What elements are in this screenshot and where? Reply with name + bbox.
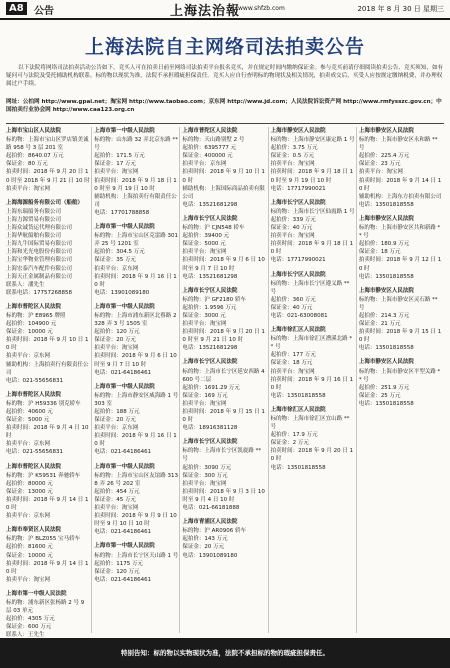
notice-line: 电话：17717990021 [270,185,326,192]
notice-line: 电话：021-66181888 [182,505,240,512]
notice-line: 标的物：沪 K59531 奔驰轿车 [6,472,81,479]
notice-line: 保证金：21 万元 [358,321,401,328]
notice-line: 电话：13521681298 [182,201,238,208]
newspaper-url: www.shfzb.com [238,5,285,12]
notice-line: 拍卖时间：2018 年 9 月 6 日 10 时至 9 月 7 日 10 时 [94,353,177,368]
auction-notice [182,358,266,432]
notice-line: 电话：13501818558 [358,400,414,407]
notice-line: 拍卖时间：2018 年 9 月 6 日 10 时至 9 月 7 日 10 时 [182,257,265,272]
notice-court-name: 上海市长宁区人民法院 [270,271,326,278]
notice-line: 拍卖时间：2018 年 9 月 12 日 10 时 [358,257,442,272]
notice-line: 起拍价：1175 万元 [94,560,143,567]
notice-line: 保证金：40 万元 [270,304,313,311]
notice-line: 电话：13501818558 [270,464,326,471]
notice-line: 辅助机构：上海国际商品拍卖有限公司 [182,185,265,200]
notice-line: 标的物：上海市长宁区遵义路 ** 号 [270,280,350,295]
notice-line: 拍卖时间：2018 年 9 月 3 日 10 时至 9 月 4 日 10 时 [182,488,265,503]
notice-line: 标的物：上海市长宁区天山路 1 号 [94,552,179,559]
notice-line: 标的物：浦东新区张杨路 2 号 9 层 03 单元 [6,599,85,615]
notice-line: 起拍价：180.9 万元 [358,241,410,248]
notice-line: 标的物：上海市浦东新区北蔡路 2328 弄 3 号 1505 室 [94,312,177,328]
notice-line: 电话：13521681298 [182,345,238,352]
notice-court-name: 上海市长宁区人民法院 [182,359,238,366]
auction-notice [6,391,90,457]
notice-column [94,127,180,633]
auction-notice [6,526,90,584]
notice-line: 标的物：上海市徐汇区漕溪北路 ** 号 [270,336,353,351]
notice-line: 电话：13501818558 [358,273,414,280]
notice-line: 联系人：王先生 [6,632,45,639]
notice-line: 标的物：山东路 32 弄北京东路 ** 号 [94,137,178,152]
notice-line: 标的物：上海市静安区平型关路 ** 号 [358,368,441,383]
issue-date: 2018 年 8 月 30 日 星期三 [357,5,444,13]
notice-line: 保证金：20 万元 [94,417,136,424]
notice-line: 上海众诚货运代理有限公司 [6,225,73,232]
notice-line: 保证金：600 万元 [6,624,52,631]
notice-court-name: 上海市普陀区人民法院 [182,128,238,134]
notice-line: 电话：021-63008081 [270,312,328,319]
notice-line: 拍卖平台：京东网 [182,161,227,168]
auction-notice [271,326,355,400]
notice-line: 电话：13501818558 [358,345,414,352]
notice-line: 拍卖时间：2018 年 9 月 20 日 10 时至 9 月 21 日 10 时 [182,329,265,344]
notice-line: 保证金：17 万元 [94,161,136,168]
auction-notice [94,303,178,377]
auction-notice [94,223,178,297]
notice-court-name: 上海市普陀区人民法院 [6,303,62,310]
notice-line: 电话：021-64186461 [94,369,152,376]
auction-notice [94,463,178,537]
notice-column [6,127,92,639]
notice-line: 起拍价：177 万元 [270,352,316,359]
auction-notice [359,215,443,281]
auction-notice [271,271,355,321]
notice-line: 标的物：上海市静安区威海路 1 号 303 室 [94,392,179,407]
notice-column [182,127,268,633]
notice-court-name: 上海市静安区人民法院 [358,287,414,294]
notice-line: 起拍价：80000 元 [6,480,53,487]
notice-line: 拍卖平台：淘宝网 [6,576,51,583]
notice-line: 电话：021-64186461 [94,449,152,456]
notice-line: 起拍价：225.4 万元 [358,153,410,160]
notice-court-name: 上海市长宁区人民法院 [182,287,238,294]
notice-court-name: 上海市第一中级人民法院 [94,383,155,390]
notice-court-name: 上海市第一中级人民法院 [6,590,67,597]
notice-court-name: 上海市普陀区人民法院 [6,463,62,470]
auction-notice [271,199,355,265]
notice-line: 保证金：5000 元 [6,417,50,424]
auction-notice [6,303,90,385]
notice-line: 起拍价：251.9 万元 [358,384,410,391]
notice-column [271,127,357,633]
notice-line: 起拍价：454 万元 [94,488,140,495]
page-title: 上海法院自主网络司法拍卖公告 [84,36,365,58]
notice-line: 电话：13501818558 [358,201,414,208]
notice-line: 保证金：400000 元 [182,153,233,160]
notice-line: 起拍价：1.9596 万元 [182,304,237,311]
page-number-badge: A8 [6,2,27,15]
notice-line: 拍卖时间：2018 年 9 月 9 日 10 时至 9 月 10 日 10 时 [94,513,177,528]
auction-notice [182,215,266,281]
notice-line: 标的物：上海市长宁区延安西路 4600 号二层 [182,368,265,383]
notice-line: 拍卖平台：淘宝网 [358,169,403,176]
notice-line: 保证金：300 万元 [182,472,228,479]
notice-court-name: 上海海源船务有限公司（船舶） [6,199,84,206]
notice-line: 起拍价：81600 元 [6,544,53,551]
notice-court-name: 上海市第一中级人民法院 [94,224,155,231]
notice-line: 起拍价：8640.07 万元 [6,153,64,160]
notice-line: 拍卖平台：淘宝网 [270,233,315,240]
notice-court-name: 上海市第一中级人民法院 [94,128,155,134]
notice-line: 拍卖时间：2018 年 9 月 4 日 10 时 [6,425,89,440]
notice-line: 拍卖平台：淘宝网 [94,505,139,512]
footer-notice: 特别告知：标的物以实物现状为准，法院不承担标的物的瑕疵担保责任。 [0,638,450,668]
notice-line: 保证金：45 万元 [94,496,136,503]
notice-line: 电话：13901089180 [94,289,150,296]
notice-line: 标的物：上海市静安区永和路 ** 号 [358,137,438,152]
notice-line: 标的物：上海市宝山区克雷路 301 弄 25 号 1201 室 [94,233,178,248]
notice-line: 保证金：25 万元 [358,392,401,399]
notice-court-name: 上海市长宁区人民法院 [270,199,326,206]
notice-line: 起拍价：39400 元 [182,233,230,240]
notice-line: 起拍价：3.75 万元 [270,145,318,152]
notice-line: 保证金：18 万元 [358,249,401,256]
notice-line: 标的物：上海市长宁区仙霞路 1 号 [270,208,355,215]
notice-line: 起拍价：214.3 万元 [358,312,410,319]
notice-line: 标的物：上海市静安区康定路 1 号 [270,137,355,144]
notice-line: 电话：18916381128 [182,425,238,432]
notice-line: 标的物：上海市静安区共和新路 ** 号 [358,225,441,240]
notice-line: 拍卖时间：2018 年 9 月 18 日 10 时 [270,241,354,256]
notice-line: 电话：13501818558 [270,392,326,399]
notice-line: 电话：17717990021 [270,257,326,264]
notice-line: 电话：17701788858 [94,209,150,216]
auction-notice [6,463,90,521]
notice-line: 拍卖平台：淘宝网 [182,480,227,487]
notice-line: 保证金：169 万元 [182,392,228,399]
notice-court-name: 上海市第一中级人民法院 [94,543,155,550]
notice-court-name: 上海市宝山区人民法院 [6,128,62,134]
notice-line: 联系人：潘先生 [6,281,45,288]
auction-notice [359,358,443,408]
notice-line: 上海天正金属制品有限公司 [6,273,73,280]
notice-line: 保证金：5000 元 [182,241,226,248]
notice-line: 起拍价：360 万元 [270,296,316,303]
notice-line: 拍卖平台：京东网 [94,265,139,272]
notice-line: 拍卖平台：淘宝网 [94,345,139,352]
notice-line: 起拍价：120 万元 [94,329,140,336]
notice-line: 保证金：18 万元 [270,360,313,367]
notice-line: 起拍价：17.9 万元 [270,432,318,439]
notice-line: 联系电话：17757268858 [6,289,72,296]
notice-court-name: 上海市普陀区人民法院 [6,391,62,398]
notice-line: 保证金：3000 元 [182,312,226,319]
newspaper-logo: 上海法治報 [170,4,241,19]
notice-line: 拍卖平台：淘宝网 [182,400,227,407]
notice-line: 拍卖平台：京东网 [6,441,51,448]
notice-line: 拍卖时间：2018 年 9 月 18 日 10 时至 9 月 19 日 10 时 [270,169,354,184]
intro-paragraph: 以下法院将网络司法拍卖活动公告如下，竞买人可在拍卖日前至网络司法拍卖平台报名竞买，并在规定时间内缴纳保证金。参与竞买前请仔细阅读拍卖公告、竞买须知，如有疑问可与法院及受托辅助机构联系。标的物以现状为准，法院不承担瑕疵担保责任。竞买人应自行查明标的物现状及相关情况，拍卖成交后，买受人应按规定缴纳税费，并办理权属过户手续。 [6,65,444,87]
auction-notice [359,287,443,353]
notice-court-name: 上海市静安区人民法院 [270,128,326,134]
notice-line: 上海九牛国际贸易有限公司 [6,241,73,248]
auction-sites-list: 网址：公拍网 http://www.gpai.net；淘宝网 http://www.taobao.com；京东网 http://www.jd.com；人民法院诉讼资产网 http://www.rmfysszc.gov.cn；中国拍卖行业协会网 http://www.caa123.org.cn [6,99,442,113]
notice-line: 标的物：上海市宝山区罗店镇美诚路 958 号 3 层 201 室 [6,137,89,152]
notice-line: 上海东瑞船务有限公司 [6,208,62,215]
notice-column [359,127,444,633]
notice-line: 拍卖时间：2018 年 9 月 15 日 10 时 [358,329,442,344]
notice-line: 上海华航船舶有限公司 [6,233,62,240]
notice-line: 拍卖时间：2018 年 9 月 10 日 10 时 [182,169,265,184]
notice-line: 标的物：沪 CJN548 轿车 [182,225,245,232]
notice-line: 标的物：沪 GF2180 轿车 [182,296,246,303]
notice-line: 辅助机构：上海拍卖行有限责任公司 [6,361,89,376]
notice-line: 拍卖时间：2018 年 9 月 20 日 10 时 [270,448,354,463]
notice-line: 标的物：沪 E8965 牌照 [6,312,66,319]
notice-line: 拍卖时间：2018 年 9 月 16 日 10 时 [94,433,177,448]
notice-line: 电话：13521681298 [182,273,238,280]
notice-line: 保证金：35 万元 [94,257,136,264]
notice-line: 起拍价：4305 万元 [6,616,55,623]
notice-line: 拍卖时间：2018 年 9 月 15 日 10 时 [182,409,265,424]
notice-line: 拍卖时间：2018 年 9 月 10 日 10 时 [6,337,89,352]
notice-line: 拍卖平台：淘宝网 [270,161,315,168]
notice-court-name: 上海市长宁区人民法院 [182,215,238,222]
notice-court-name: 上海市奉贤区人民法院 [6,527,62,534]
notice-court-name: 上海市静安区人民法院 [358,359,414,366]
notice-line: 拍卖平台：京东网 [6,513,51,520]
notice-line: 起拍价：104900 元 [6,321,57,328]
notice-line: 起拍价：171.5 万元 [94,153,145,160]
notice-court-name: 上海市第一中级人民法院 [94,303,155,310]
notice-line: 拍卖时间：2018 年 9 月 16 日 10 时 [270,376,354,391]
auction-notice [94,542,178,583]
auction-notice [359,127,443,209]
notice-line: 电话：021-55656831 [6,377,63,384]
notice-court-name: 上海市静安区人民法院 [358,215,414,222]
notice-line: 拍卖时间：2018 年 9 月 20 日 10 时至 2018 年 9 月 21 日 10 时 [6,169,90,184]
notice-line: 拍卖平台：京东网 [94,425,139,432]
notice-line: 拍卖时间：2018 年 9 月 16 日 10 时 [94,273,177,288]
notice-line: 起拍价：3090 万元 [182,464,232,471]
notice-line: 标的物：上海市徐汇区宜山路 ** 号 [270,416,350,431]
notice-columns [6,127,444,639]
masthead [0,0,450,20]
auction-notice [271,406,355,472]
notice-line: 上海宏泰汽车配件有限公司 [6,265,73,272]
notice-line: 拍卖时间：2018 年 9 月 18 日 10 时至 9 月 19 日 10 时 [94,177,177,192]
notice-line: 起拍价：304.5 万元 [94,249,145,256]
notice-line: 保证金：0.5 万元 [270,153,315,160]
notice-line: 上海宝华物业管理有限公司 [6,257,73,264]
notice-line: 标的物：天山路别墅 2 号 [182,137,245,144]
notice-line: 起拍价：6395777 元 [182,145,237,152]
notice-line: 保证金：10000 元 [6,329,53,336]
notice-line: 保证金：20 万元 [94,337,136,344]
notice-line: 电话：021-64186461 [94,576,152,583]
notice-court-name: 上海市第一中级人民法院 [94,463,155,470]
notice-line: 保证金：120 万元 [94,568,140,575]
notice-line: 电话：13901089180 [182,552,238,559]
notice-line: 保证金：40 万元 [270,225,313,232]
notice-court-name: 上海市长宁区人民法院 [182,439,238,446]
notice-line: 电话：021-64186461 [94,529,152,536]
notice-line: 保证金：2 万元 [270,440,309,447]
notice-line: 起拍价：143 万元 [182,536,228,543]
notice-line: 保证金：13000 元 [6,488,53,495]
auction-notice [94,127,178,217]
section-name: 公告 [34,6,54,17]
notice-line: 拍卖平台：淘宝网 [6,185,51,192]
notice-line: 拍卖平台：淘宝网 [94,169,139,176]
notice-line: 拍卖平台：淘宝网 [182,321,227,328]
auction-notice [6,127,90,193]
notice-line: 电话：021-55656831 [6,449,63,456]
notice-line: 保证金：23 万元 [358,161,401,168]
notice-line: 标的物：沪 H59336 别克轿车 [6,400,81,407]
auction-notice [182,127,266,209]
auction-notice [182,287,266,353]
notice-court-name: 上海市徐汇区人民法院 [270,327,326,334]
notice-line: 起拍价：339 万元 [270,216,316,223]
notice-line: 辅助机构：上海东方拍卖有限公司 [358,193,442,200]
notice-line: 标的物：上海市长宁区凯旋路 ** 号 [182,448,262,463]
notice-line: 起拍价：188 万元 [94,409,140,415]
notice-line: 拍卖时间：2018 年 9 月 14 日 10 时 [6,560,89,575]
notice-line: 起拍价：1691.29 万元 [182,384,240,391]
notice-line: 标的物：沪 AR0906 轿车 [182,528,246,535]
notice-line: 拍卖时间：2018 年 9 月 14 日 10 时 [358,177,442,192]
notice-court-name: 上海市静安区人民法院 [358,128,414,134]
notice-line: 标的物：沪 BLZ055 宝马轿车 [6,536,81,543]
notice-court-name: 上海市青浦区人民法院 [182,519,238,526]
notice-line: 保证金：10000 元 [6,552,53,559]
auction-notice [6,199,90,297]
notice-line: 辅助机构：上海拍卖行有限责任公司 [94,193,177,208]
divider [6,123,444,124]
auction-notice [94,383,178,457]
notice-line: 保证金：80 万元 [6,161,48,168]
notice-line: 标的物：上海市宝山区友谊路 3138 弄 26 号 202 室 [94,472,178,487]
auction-notice [271,127,355,193]
notice-line: 上海和光光电股份有限公司 [6,249,73,256]
auction-notice [182,518,266,559]
notice-line: 保证金：20 万元 [182,544,225,551]
notice-line: 上海力源贸易有限公司 [6,216,62,223]
auction-notice [182,438,266,512]
notice-line: 起拍价：40600 元 [6,409,53,415]
notice-line: 标的物：上海市静安区灵石路 ** 号 [358,296,438,311]
notice-line: 拍卖平台：淘宝网 [270,368,315,375]
notice-court-name: 上海市徐汇区人民法院 [270,406,326,413]
notice-line: 拍卖平台：淘宝网 [182,249,227,256]
notice-line: 拍卖时间：2018 年 9 月 14 日 10 时 [6,496,89,512]
notice-line: 拍卖平台：京东网 [6,353,51,360]
